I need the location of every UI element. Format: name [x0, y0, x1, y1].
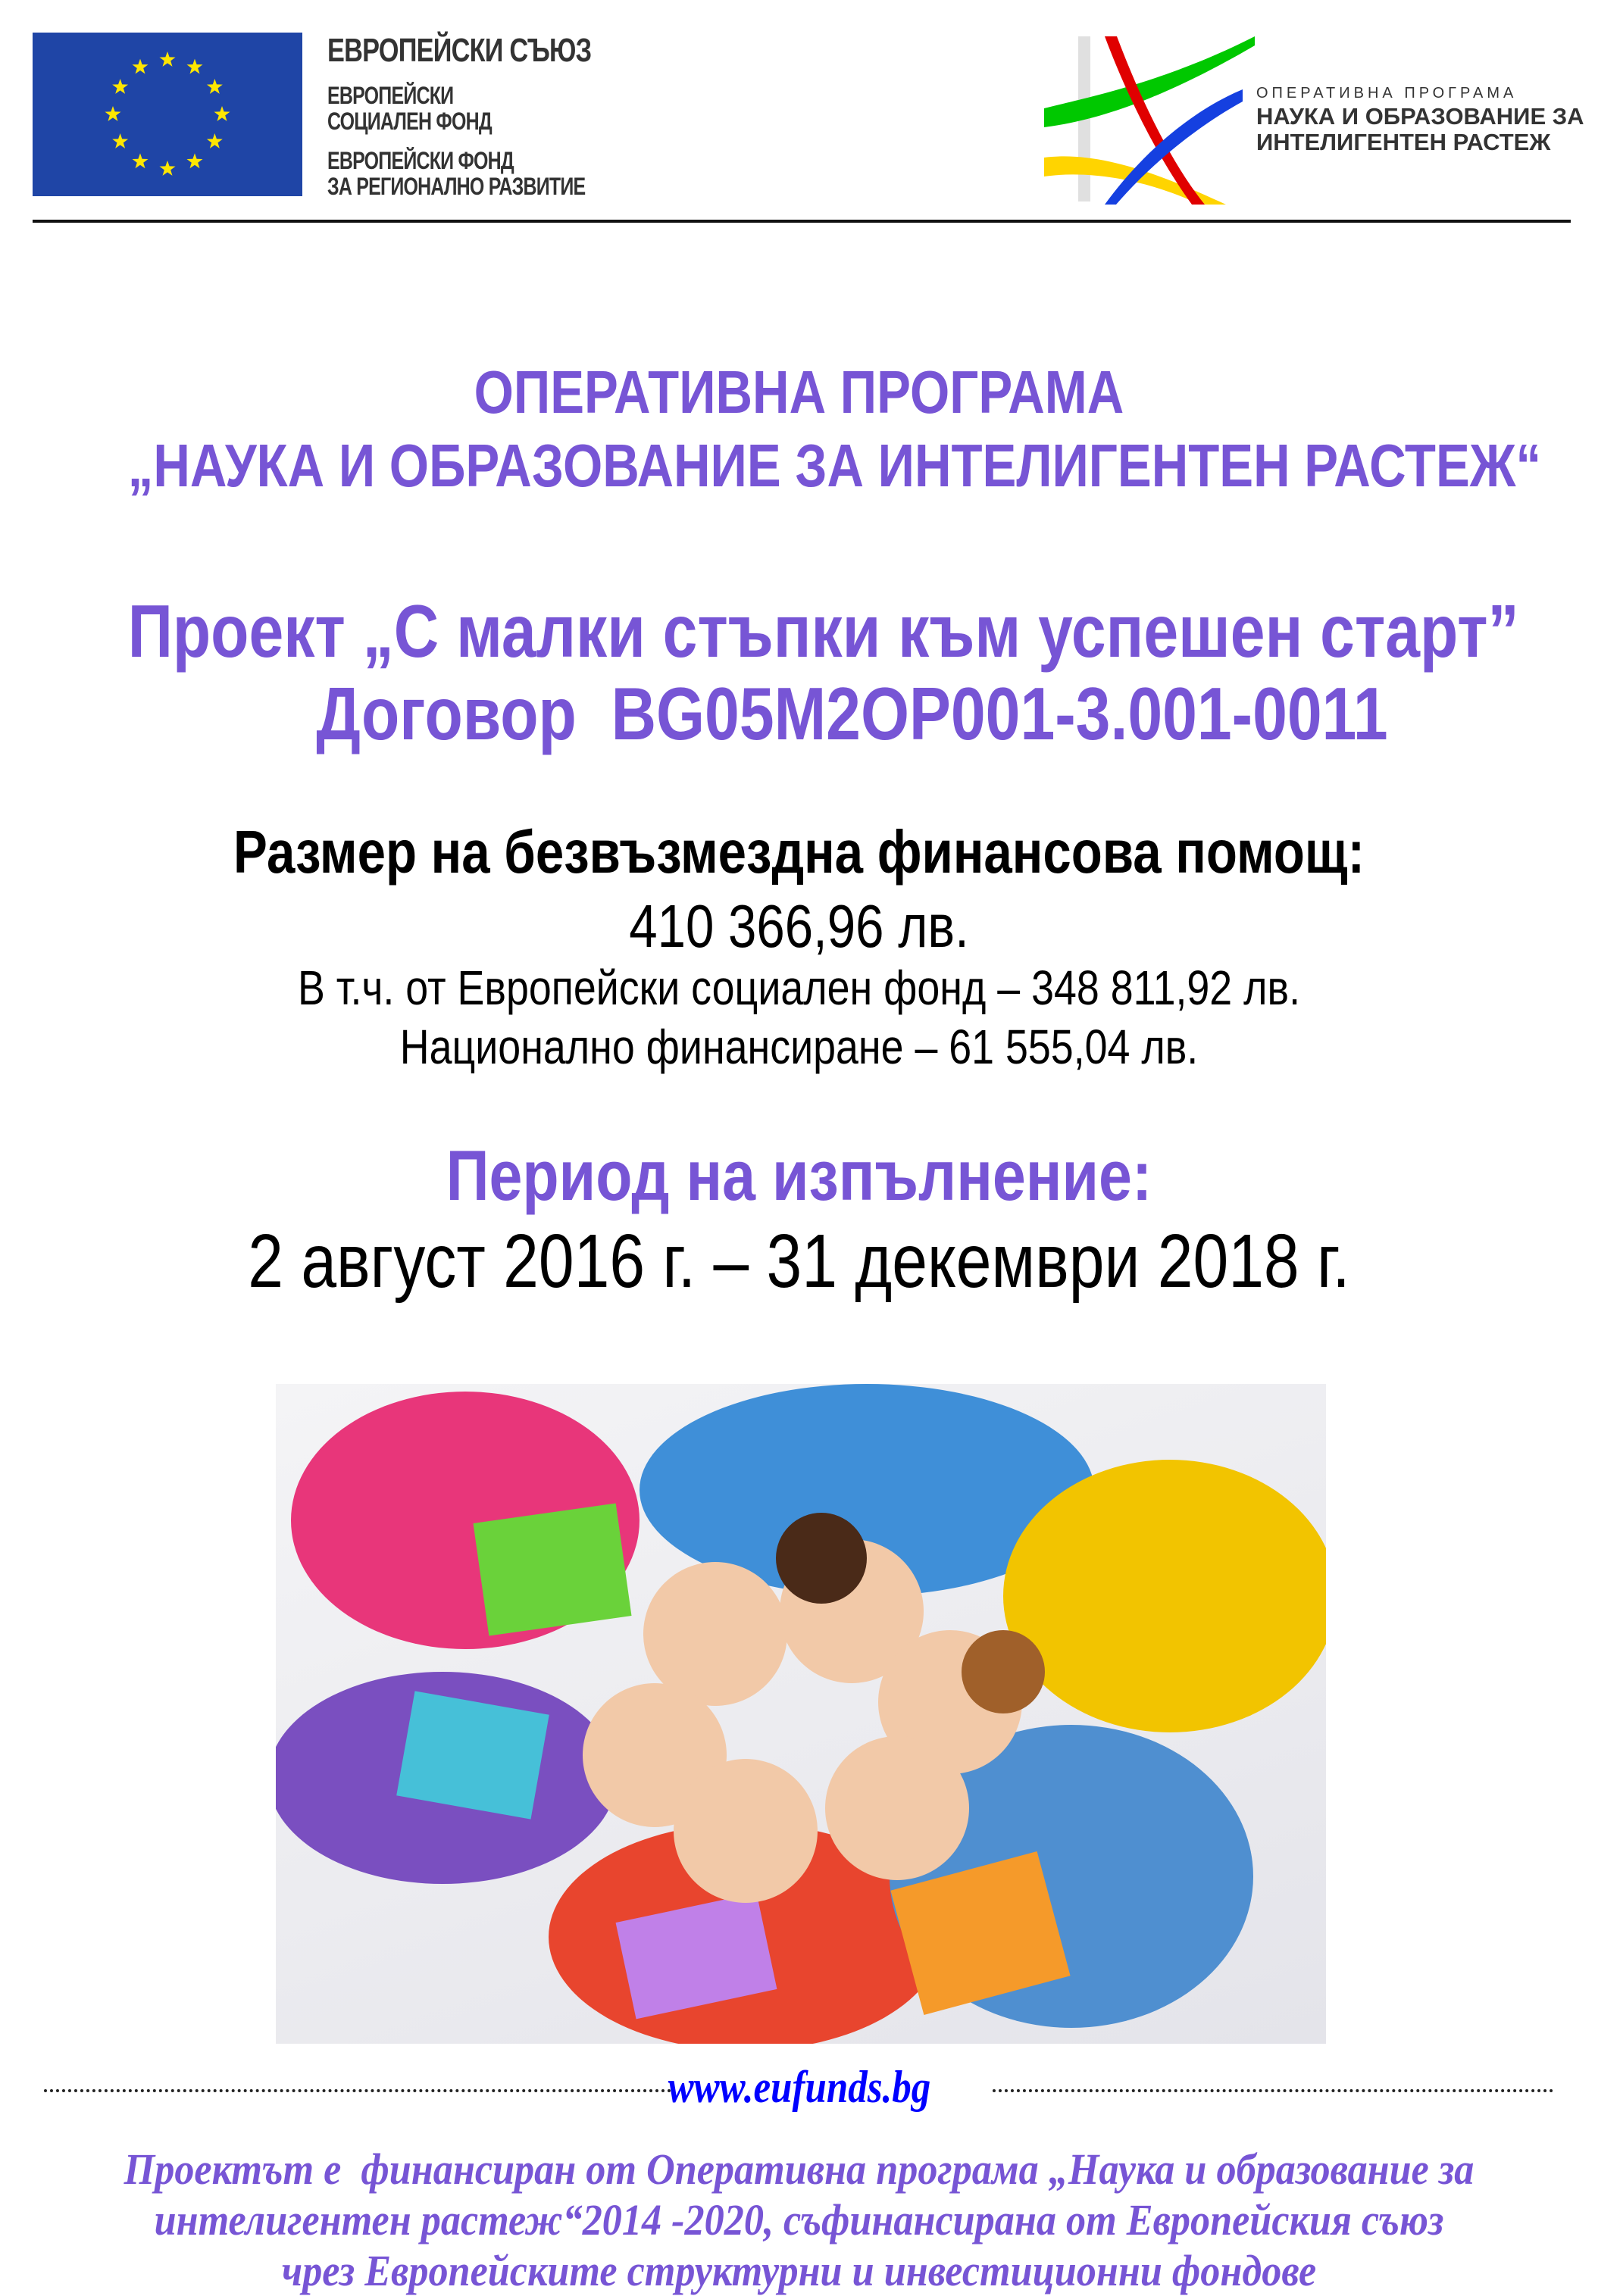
- op-logo-small: ОПЕРАТИВНА ПРОГРАМА: [1256, 85, 1518, 102]
- funding-esf: В т.ч. от Европейски социален фонд – 348 811,92 лв.: [298, 961, 1301, 1015]
- eu-esf-line2: СОЦИАЛЕН ФОНД: [327, 108, 492, 135]
- children-photo: [276, 1384, 1326, 2044]
- eu-erdf-line1: ЕВРОПЕЙСКИ ФОНД: [327, 147, 514, 174]
- footer-text-line3: чрез Европейските структурни и инвестиционни фондове: [281, 2246, 1317, 2295]
- eu-stars-icon: [33, 33, 302, 196]
- eu-star-icon: [160, 161, 176, 176]
- eu-star-icon: [207, 133, 223, 148]
- eu-erdf-line2: ЗА РЕГИОНАЛНО РАЗВИТИЕ: [327, 173, 586, 200]
- program-title-line2: „НАУКА И ОБРАЗОВАНИЕ ЗА ИНТЕЛИГЕНТЕН РАСТЕЖ“: [127, 432, 1542, 499]
- contract-number: Договор BG05M2OP001-3.001-0011: [316, 672, 1388, 755]
- children-photo-icon: [276, 1384, 1326, 2044]
- funding-label: Размер на безвъзмездна финансова помощ:: [233, 818, 1365, 886]
- eu-star-icon: [112, 133, 128, 148]
- eu-star-icon: [105, 106, 121, 121]
- footer-text-line1: Проектът е финансиран от Оперативна програма „Наука и образование за: [124, 2144, 1474, 2194]
- eu-star-icon: [207, 79, 223, 94]
- op-logo-line2: ИНТЕЛИГЕНТЕН РАСТЕЖ: [1256, 129, 1551, 155]
- eufunds-link[interactable]: www.eufunds.bg: [668, 2062, 930, 2112]
- eu-title: ЕВРОПЕЙСКИ СЪЮЗ: [327, 32, 592, 69]
- eu-flag-logo: [33, 33, 302, 196]
- footer-text-line2: интелигентен растеж“2014 -2020, съфинансирана от Европейския съюз: [154, 2195, 1444, 2244]
- funding-national: Национално финансиране – 61 555,04 лв.: [399, 1020, 1199, 1074]
- eu-star-icon: [112, 79, 128, 94]
- eu-esf-line1: ЕВРОПЕЙСКИ: [327, 82, 454, 109]
- program-title-line1: ОПЕРАТИВНА ПРОГРАМА: [474, 358, 1124, 426]
- eu-star-icon: [187, 59, 203, 74]
- funding-total: 410 366,96 лв.: [629, 892, 969, 960]
- eu-star-icon: [160, 52, 176, 67]
- op-program-logo-icon: [1044, 36, 1255, 205]
- footer-divider-right: [993, 2089, 1553, 2095]
- eu-star-icon: [187, 153, 203, 168]
- eu-star-icon: [214, 106, 230, 121]
- eu-star-icon: [133, 153, 149, 168]
- project-title: Проект „С малки стъпки към успешен старт”: [127, 589, 1519, 673]
- eu-star-icon: [133, 59, 149, 74]
- period-dates: 2 август 2016 г. – 31 декември 2018 г.: [248, 1219, 1350, 1304]
- header-divider: [33, 220, 1571, 223]
- period-label: Период на изпълнение:: [446, 1136, 1152, 1215]
- op-logo-line1: НАУКА И ОБРАЗОВАНИЕ ЗА: [1256, 103, 1584, 130]
